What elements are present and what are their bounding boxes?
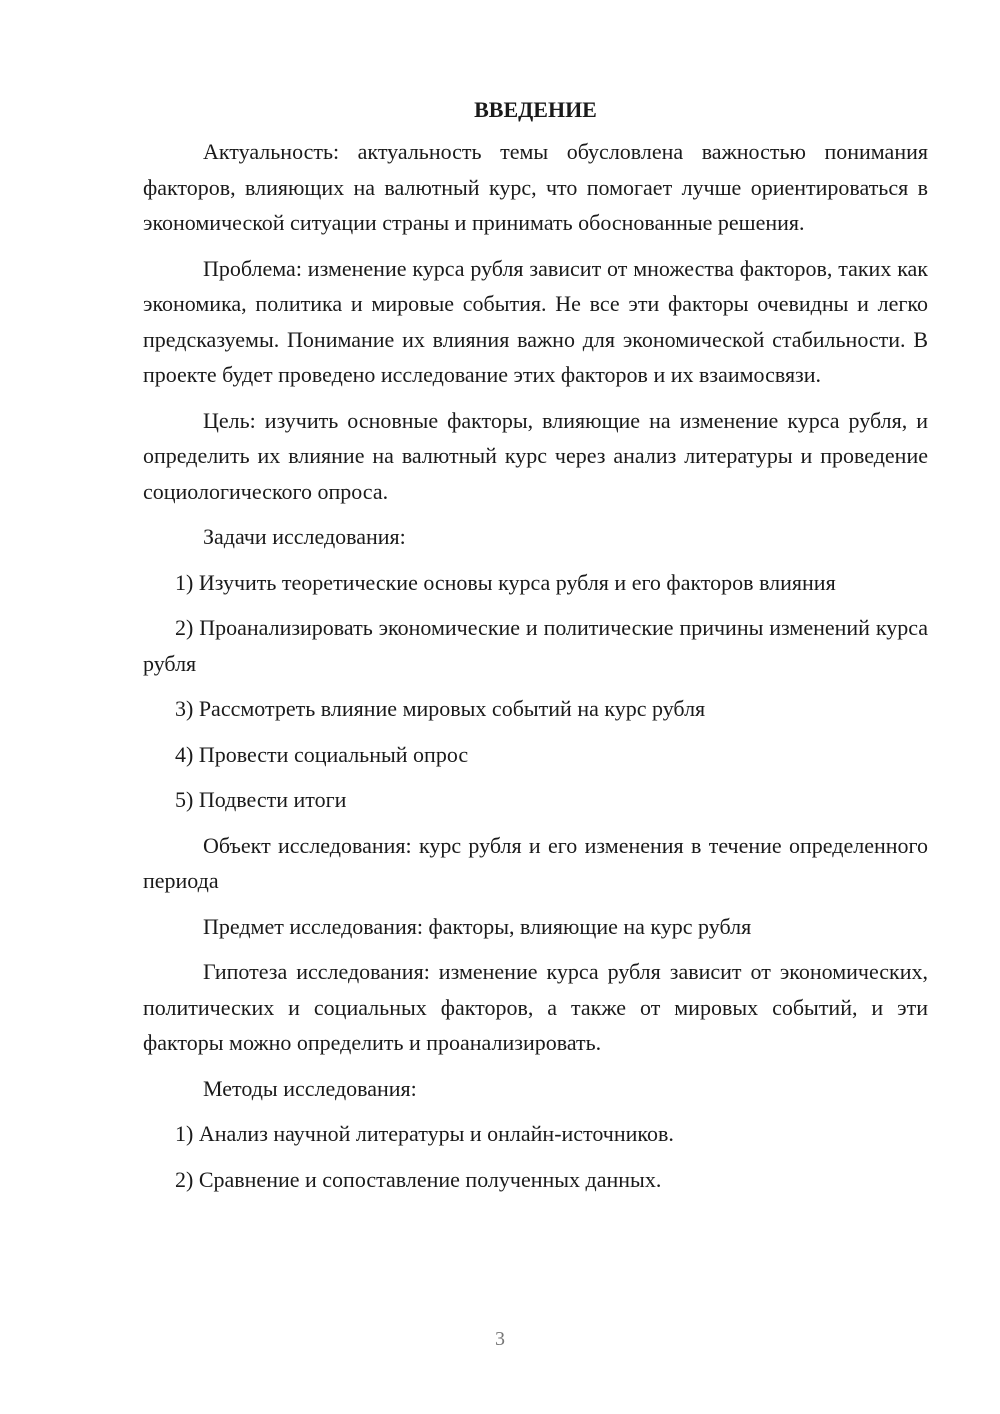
hypothesis-paragraph: Гипотеза исследования: изменение курса рубля зависит от экономических, политических и социальных факторов, а также от мировых событий, и эти факторы можно определить и проанализировать. — [143, 959, 928, 1055]
task-item: 2) Проанализировать экономические и политические причины изменений курса рубля — [143, 615, 928, 676]
task-item: 4) Провести социальный опрос — [175, 741, 469, 767]
method-item: 1) Анализ научной литературы и онлайн-источников. — [175, 1121, 674, 1146]
section-title: ВВЕДЕНИЕ — [474, 97, 597, 122]
task-item: 3) Рассмотреть влияние мировых событий на курс рубля — [175, 696, 706, 721]
page-number: 3 — [495, 1328, 505, 1350]
problem-paragraph: Проблема: изменение курса рубля зависит от множества факторов, таких как экономика, политика и мировые события. Не все эти факторы очевидны и легко предсказуемы. Понимание их влияния важно для экономической стабильности. В проекте будет проведено исследование этих факторов и их взаимосвязи. — [143, 255, 928, 387]
object-paragraph: Объект исследования: курс рубля и его изменения в течение определенного периода — [143, 832, 928, 893]
methods-heading: Методы исследования: — [203, 1075, 417, 1101]
relevance-paragraph: Актуальность: актуальность темы обусловлена важностью понимания факторов, влияющих на валютный курс, что помогает лучше ориентироваться в экономической ситуации страны и принимать обоснованные решения. — [143, 139, 928, 235]
document-page — [143, 92, 928, 1207]
subject-paragraph: Предмет исследования: факторы, влияющие на курс рубля — [203, 913, 752, 939]
goal-paragraph: Цель: изучить основные факторы, влияющие на изменение курса рубля, и определить их влияние на валютный курс через анализ литературы и проведение социологического опроса. — [143, 407, 928, 504]
method-item: 2) Сравнение и сопоставление полученных данных. — [175, 1166, 662, 1192]
tasks-heading: Задачи исследования: — [203, 524, 406, 549]
task-item: 1) Изучить теоретические основы курса рубля и его факторов влияния — [175, 569, 836, 595]
task-item: 5) Подвести итоги — [175, 787, 347, 812]
